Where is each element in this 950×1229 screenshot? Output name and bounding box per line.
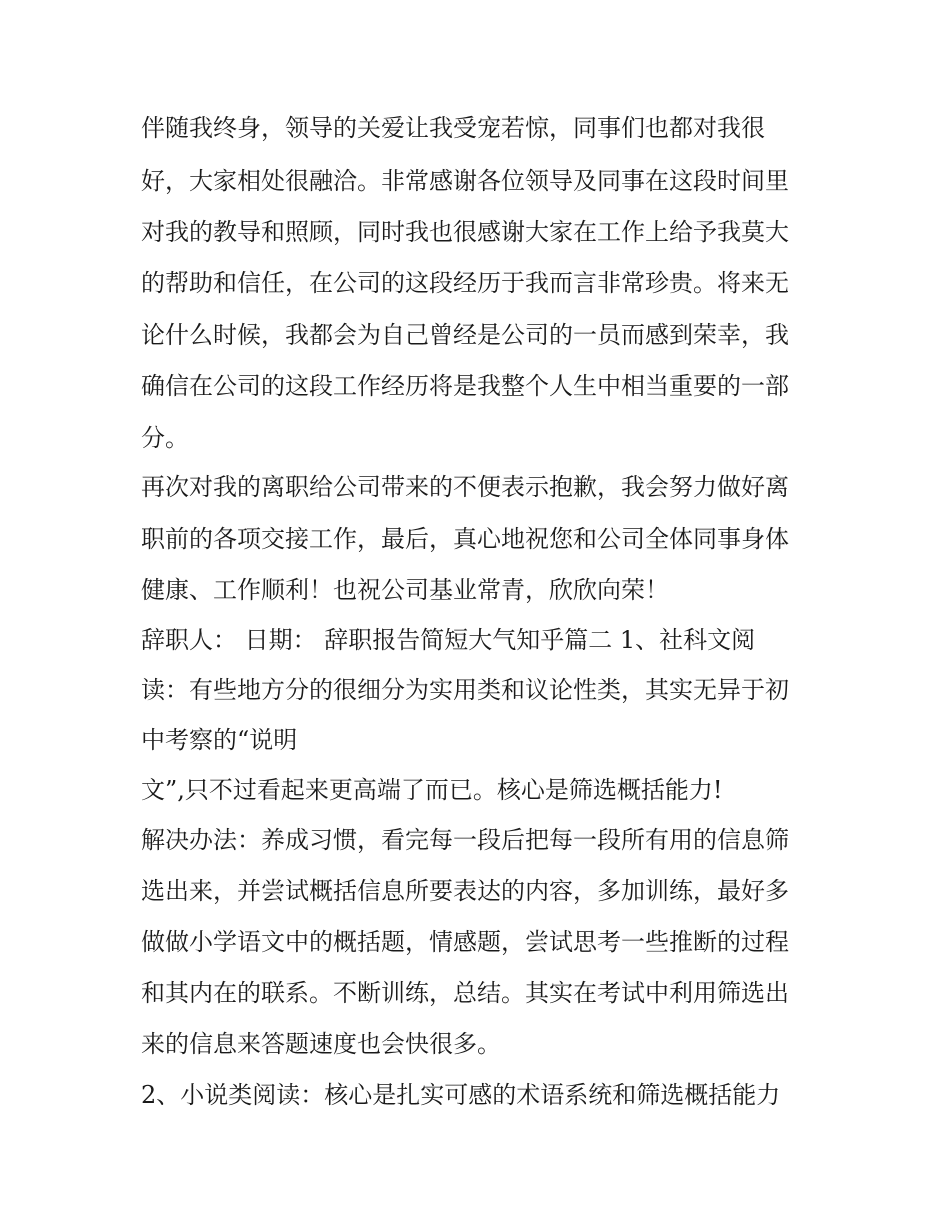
text-line: 再次对我的离职给公司带来的不便表示抱歉，我会努力做好离: [141, 473, 789, 501]
text-line: 和其内在的联系。不断训练，总结。其实在考试中利用筛选出: [141, 979, 789, 1007]
text-line: 来的信息来答题速度也会快很多。: [141, 1030, 501, 1058]
text-line: 健康、工作顺利！也祝公司基业常青，欣欣向荣！: [141, 576, 669, 604]
text-line: 选出来，并尝试概括信息所要表达的内容，多加训练，最好多: [141, 877, 789, 905]
text-line: 读：有些地方分的很细分为实用类和议论性类，其实无异于初: [141, 676, 789, 704]
text-line: 中考察的“说明: [141, 726, 298, 754]
text-line: 分。: [141, 424, 189, 452]
text-line: 做做小学语文中的概括题，情感题，尝试思考一些推断的过程: [141, 928, 789, 956]
text-line: 文”,只不过看起来更高端了而已。核心是筛选概括能力!: [141, 776, 723, 804]
text-line: 2、小说类阅读：核心是扎实可感的术语系统和筛选概括能力: [141, 1081, 781, 1109]
text-line: 好，大家相处很融洽。非常感谢各位领导及同事在这段时间里: [141, 167, 789, 195]
text-line: 职前的各项交接工作，最后，真心地祝您和公司全体同事身体: [141, 525, 789, 553]
text-line: 对我的教导和照顾，同时我也很感谢大家在工作上给予我莫大: [141, 218, 789, 246]
text-line: 的帮助和信任，在公司的这段经历于我而言非常珍贵。将来无: [141, 269, 789, 297]
text-line: 解决办法：养成习惯，看完每一段后把每一段所有用的信息筛: [141, 826, 789, 854]
text-line: 辞职人： 日期： 辞职报告简短大气知乎篇二 1、社科文阅: [141, 626, 756, 654]
text-line: 确信在公司的这段工作经历将是我整个人生中相当重要的一部: [141, 372, 789, 400]
text-line: 论什么时候，我都会为自己曾经是公司的一员而感到荣幸，我: [141, 321, 789, 349]
text-line: 伴随我终身，领导的关爱让我受宠若惊，同事们也都对我很: [141, 114, 765, 142]
